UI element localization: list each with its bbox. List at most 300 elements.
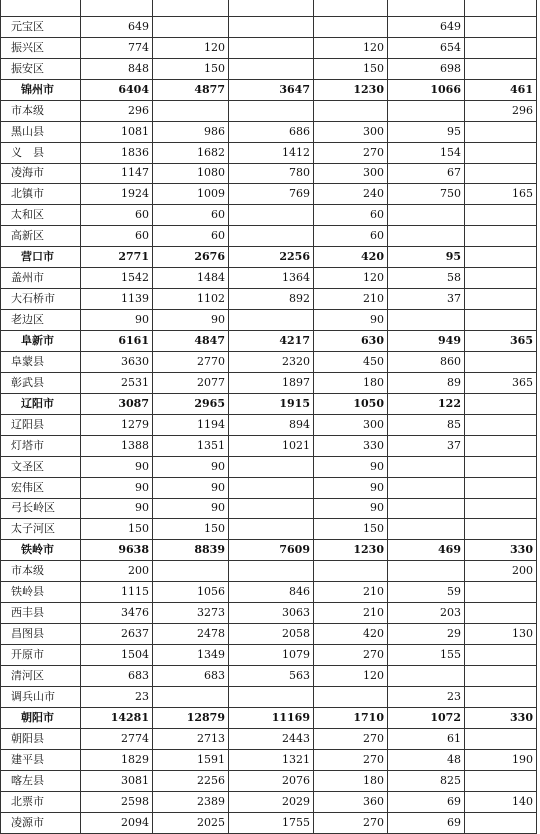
value-cell-c2: 2965 xyxy=(153,393,229,414)
value-cell-c3: 686 xyxy=(229,121,314,142)
value-cell-c6: 296 xyxy=(465,100,537,121)
value-cell-c1: 90 xyxy=(81,456,153,477)
value-cell-c1: 1081 xyxy=(81,121,153,142)
value-cell-c2: 2676 xyxy=(153,247,229,268)
value-cell-c4: 300 xyxy=(314,414,388,435)
table-row xyxy=(1,561,537,582)
value-cell-c2 xyxy=(153,100,229,121)
value-cell-c2: 2077 xyxy=(153,372,229,393)
value-cell-c3 xyxy=(229,205,314,226)
value-cell-c6 xyxy=(465,58,537,79)
value-cell-c2: 4877 xyxy=(153,79,229,100)
table-row xyxy=(1,498,537,519)
value-cell-c3: 3063 xyxy=(229,603,314,624)
value-cell-c5: 949 xyxy=(388,331,465,352)
value-cell-c4: 90 xyxy=(314,477,388,498)
value-cell-c3 xyxy=(229,477,314,498)
value-cell-c3 xyxy=(229,0,314,16)
value-cell-c1: 9638 xyxy=(81,540,153,561)
table-row xyxy=(1,456,537,477)
table-row xyxy=(1,100,537,121)
value-cell-c1: 1279 xyxy=(81,414,153,435)
region-name-cell: 开原市 xyxy=(1,645,81,666)
city-total-row xyxy=(1,540,537,561)
value-cell-c5 xyxy=(388,205,465,226)
value-cell-c1: 2598 xyxy=(81,791,153,812)
value-cell-c4: 420 xyxy=(314,247,388,268)
value-cell-c5 xyxy=(388,477,465,498)
value-cell-c1: 90 xyxy=(81,310,153,331)
value-cell-c5: 154 xyxy=(388,142,465,163)
value-cell-c3: 2320 xyxy=(229,351,314,372)
region-name-cell: 黑山县 xyxy=(1,121,81,142)
region-name-cell: 文圣区 xyxy=(1,456,81,477)
table-row xyxy=(1,666,537,687)
value-cell-c5 xyxy=(388,100,465,121)
value-cell-c2 xyxy=(153,686,229,707)
value-cell-c6 xyxy=(465,16,537,37)
region-name-cell: 西丰县 xyxy=(1,603,81,624)
value-cell-c5: 23 xyxy=(388,686,465,707)
value-cell-c4: 90 xyxy=(314,456,388,477)
region-name-cell: 大石桥市 xyxy=(1,289,81,310)
value-cell-c4: 60 xyxy=(314,226,388,247)
value-cell-c2 xyxy=(153,0,229,16)
value-cell-c4: 450 xyxy=(314,351,388,372)
value-cell-c4 xyxy=(314,16,388,37)
value-cell-c3: 769 xyxy=(229,184,314,205)
value-cell-c3: 2256 xyxy=(229,247,314,268)
value-cell-c1: 2531 xyxy=(81,372,153,393)
value-cell-c4: 60 xyxy=(314,205,388,226)
value-cell-c4: 1230 xyxy=(314,79,388,100)
value-cell-c5: 59 xyxy=(388,582,465,603)
value-cell-c6 xyxy=(465,121,537,142)
value-cell-c5 xyxy=(388,666,465,687)
value-cell-c5: 37 xyxy=(388,435,465,456)
table-row xyxy=(1,435,537,456)
city-total-row xyxy=(1,331,537,352)
region-name-cell: 宏伟区 xyxy=(1,477,81,498)
value-cell-c4: 90 xyxy=(314,498,388,519)
value-cell-c3: 1897 xyxy=(229,372,314,393)
value-cell-c3: 3647 xyxy=(229,79,314,100)
value-cell-c3: 11169 xyxy=(229,707,314,728)
value-cell-c5: 67 xyxy=(388,163,465,184)
value-cell-c5: 122 xyxy=(388,393,465,414)
value-cell-c2: 4847 xyxy=(153,331,229,352)
value-cell-c4: 210 xyxy=(314,603,388,624)
value-cell-c4: 630 xyxy=(314,331,388,352)
value-cell-c6 xyxy=(465,226,537,247)
value-cell-c2: 60 xyxy=(153,205,229,226)
value-cell-c6: 365 xyxy=(465,372,537,393)
value-cell-c6 xyxy=(465,812,537,833)
value-cell-c4: 300 xyxy=(314,163,388,184)
value-cell-c3: 7609 xyxy=(229,540,314,561)
value-cell-c2: 90 xyxy=(153,456,229,477)
value-cell-c2: 986 xyxy=(153,121,229,142)
region-name-cell: 高新区 xyxy=(1,226,81,247)
value-cell-c1: 2094 xyxy=(81,812,153,833)
value-cell-c1: 2771 xyxy=(81,247,153,268)
value-cell-c3 xyxy=(229,686,314,707)
value-cell-c2: 1056 xyxy=(153,582,229,603)
region-name-cell: 元宝区 xyxy=(1,16,81,37)
value-cell-c3: 892 xyxy=(229,289,314,310)
value-cell-c1: 1542 xyxy=(81,268,153,289)
value-cell-c4: 210 xyxy=(314,582,388,603)
value-cell-c2: 2478 xyxy=(153,624,229,645)
table-row xyxy=(1,205,537,226)
value-cell-c2: 2025 xyxy=(153,812,229,833)
region-name-cell xyxy=(1,0,81,16)
table-row xyxy=(1,121,537,142)
value-cell-c1: 14281 xyxy=(81,707,153,728)
value-cell-c3: 2029 xyxy=(229,791,314,812)
value-cell-c6 xyxy=(465,163,537,184)
region-name-cell: 振兴区 xyxy=(1,37,81,58)
value-cell-c2: 1009 xyxy=(153,184,229,205)
table-row xyxy=(1,0,537,16)
value-cell-c5: 85 xyxy=(388,414,465,435)
value-cell-c1: 3087 xyxy=(81,393,153,414)
value-cell-c2 xyxy=(153,561,229,582)
value-cell-c3 xyxy=(229,519,314,540)
value-cell-c4: 240 xyxy=(314,184,388,205)
region-name-cell: 义 县 xyxy=(1,142,81,163)
value-cell-c5: 48 xyxy=(388,749,465,770)
value-cell-c4: 270 xyxy=(314,749,388,770)
region-name-cell: 阜新市 xyxy=(1,331,81,352)
value-cell-c2: 1591 xyxy=(153,749,229,770)
value-cell-c1: 296 xyxy=(81,100,153,121)
value-cell-c4: 120 xyxy=(314,37,388,58)
value-cell-c4 xyxy=(314,561,388,582)
value-cell-c2: 1351 xyxy=(153,435,229,456)
value-cell-c6 xyxy=(465,645,537,666)
value-cell-c3: 846 xyxy=(229,582,314,603)
region-name-cell: 弓长岭区 xyxy=(1,498,81,519)
value-cell-c6 xyxy=(465,456,537,477)
value-cell-c1 xyxy=(81,0,153,16)
value-cell-c4 xyxy=(314,686,388,707)
value-cell-c3: 1755 xyxy=(229,812,314,833)
value-cell-c3: 2443 xyxy=(229,728,314,749)
value-cell-c5 xyxy=(388,561,465,582)
value-cell-c4 xyxy=(314,0,388,16)
value-cell-c6 xyxy=(465,310,537,331)
table-row xyxy=(1,686,537,707)
value-cell-c3 xyxy=(229,498,314,519)
value-cell-c2 xyxy=(153,16,229,37)
region-name-cell: 锦州市 xyxy=(1,79,81,100)
value-cell-c5: 203 xyxy=(388,603,465,624)
table-row xyxy=(1,728,537,749)
value-cell-c5 xyxy=(388,0,465,16)
value-cell-c5: 95 xyxy=(388,247,465,268)
value-cell-c6 xyxy=(465,519,537,540)
value-cell-c2: 90 xyxy=(153,477,229,498)
value-cell-c1: 1139 xyxy=(81,289,153,310)
value-cell-c1: 6404 xyxy=(81,79,153,100)
value-cell-c1: 848 xyxy=(81,58,153,79)
region-name-cell: 营口市 xyxy=(1,247,81,268)
value-cell-c1: 683 xyxy=(81,666,153,687)
value-cell-c5: 698 xyxy=(388,58,465,79)
value-cell-c2: 8839 xyxy=(153,540,229,561)
value-cell-c4: 270 xyxy=(314,142,388,163)
value-cell-c2: 1194 xyxy=(153,414,229,435)
table-row xyxy=(1,351,537,372)
table-row xyxy=(1,770,537,791)
value-cell-c1: 90 xyxy=(81,498,153,519)
value-cell-c6 xyxy=(465,686,537,707)
value-cell-c4: 210 xyxy=(314,289,388,310)
table-row xyxy=(1,791,537,812)
value-cell-c4: 180 xyxy=(314,770,388,791)
value-cell-c1: 6161 xyxy=(81,331,153,352)
region-name-cell: 市本级 xyxy=(1,100,81,121)
value-cell-c2: 1349 xyxy=(153,645,229,666)
city-total-row xyxy=(1,247,537,268)
value-cell-c1: 2774 xyxy=(81,728,153,749)
city-total-row xyxy=(1,393,537,414)
region-name-cell: 喀左县 xyxy=(1,770,81,791)
value-cell-c6 xyxy=(465,142,537,163)
value-cell-c4: 300 xyxy=(314,121,388,142)
value-cell-c1: 1504 xyxy=(81,645,153,666)
value-cell-c6 xyxy=(465,603,537,624)
value-cell-c2: 1080 xyxy=(153,163,229,184)
table-row xyxy=(1,519,537,540)
value-cell-c3: 1079 xyxy=(229,645,314,666)
value-cell-c4: 270 xyxy=(314,645,388,666)
value-cell-c5: 69 xyxy=(388,791,465,812)
value-cell-c4: 180 xyxy=(314,372,388,393)
city-total-row xyxy=(1,707,537,728)
value-cell-c5: 29 xyxy=(388,624,465,645)
region-name-cell: 北票市 xyxy=(1,791,81,812)
value-cell-c5: 37 xyxy=(388,289,465,310)
value-cell-c3 xyxy=(229,310,314,331)
table-row xyxy=(1,184,537,205)
region-name-cell: 昌图县 xyxy=(1,624,81,645)
table-row xyxy=(1,372,537,393)
value-cell-c5: 649 xyxy=(388,16,465,37)
value-cell-c2: 683 xyxy=(153,666,229,687)
value-cell-c4: 270 xyxy=(314,812,388,833)
value-cell-c3: 1364 xyxy=(229,268,314,289)
region-name-cell: 朝阳市 xyxy=(1,707,81,728)
value-cell-c6: 190 xyxy=(465,749,537,770)
value-cell-c2: 2713 xyxy=(153,728,229,749)
region-name-cell: 调兵山市 xyxy=(1,686,81,707)
table-body xyxy=(1,0,537,833)
value-cell-c5 xyxy=(388,226,465,247)
value-cell-c1: 90 xyxy=(81,477,153,498)
value-cell-c3: 2058 xyxy=(229,624,314,645)
value-cell-c5: 654 xyxy=(388,37,465,58)
value-cell-c5: 95 xyxy=(388,121,465,142)
table-row xyxy=(1,226,537,247)
value-cell-c3: 780 xyxy=(229,163,314,184)
value-cell-c1: 150 xyxy=(81,519,153,540)
region-name-cell: 太子河区 xyxy=(1,519,81,540)
value-cell-c1: 60 xyxy=(81,205,153,226)
table-row xyxy=(1,624,537,645)
table-row xyxy=(1,163,537,184)
value-cell-c4: 120 xyxy=(314,268,388,289)
value-cell-c1: 3081 xyxy=(81,770,153,791)
value-cell-c1: 1147 xyxy=(81,163,153,184)
value-cell-c1: 1388 xyxy=(81,435,153,456)
value-cell-c1: 1115 xyxy=(81,582,153,603)
value-cell-c3 xyxy=(229,37,314,58)
table-row xyxy=(1,289,537,310)
value-cell-c5: 1072 xyxy=(388,707,465,728)
value-cell-c6 xyxy=(465,435,537,456)
region-name-cell: 建平县 xyxy=(1,749,81,770)
value-cell-c6 xyxy=(465,666,537,687)
value-cell-c2: 120 xyxy=(153,37,229,58)
value-cell-c6: 140 xyxy=(465,791,537,812)
value-cell-c5 xyxy=(388,498,465,519)
city-total-row xyxy=(1,79,537,100)
region-name-cell: 辽阳县 xyxy=(1,414,81,435)
value-cell-c4: 150 xyxy=(314,519,388,540)
value-cell-c1: 200 xyxy=(81,561,153,582)
value-cell-c4 xyxy=(314,100,388,121)
value-cell-c3: 1021 xyxy=(229,435,314,456)
value-cell-c6 xyxy=(465,37,537,58)
value-cell-c5: 155 xyxy=(388,645,465,666)
value-cell-c1: 3630 xyxy=(81,351,153,372)
value-cell-c6: 200 xyxy=(465,561,537,582)
value-cell-c5: 58 xyxy=(388,268,465,289)
table-row xyxy=(1,603,537,624)
value-cell-c2: 12879 xyxy=(153,707,229,728)
value-cell-c6 xyxy=(465,289,537,310)
value-cell-c6 xyxy=(465,498,537,519)
value-cell-c5: 469 xyxy=(388,540,465,561)
value-cell-c6 xyxy=(465,351,537,372)
value-cell-c6 xyxy=(465,0,537,16)
value-cell-c3: 1412 xyxy=(229,142,314,163)
table-row xyxy=(1,582,537,603)
region-name-cell: 铁岭市 xyxy=(1,540,81,561)
region-name-cell: 老边区 xyxy=(1,310,81,331)
table-row xyxy=(1,414,537,435)
value-cell-c4: 1710 xyxy=(314,707,388,728)
table-row xyxy=(1,37,537,58)
region-name-cell: 北镇市 xyxy=(1,184,81,205)
table-row xyxy=(1,58,537,79)
value-cell-c2: 150 xyxy=(153,519,229,540)
region-name-cell: 盖州市 xyxy=(1,268,81,289)
value-cell-c1: 1836 xyxy=(81,142,153,163)
value-cell-c3 xyxy=(229,58,314,79)
value-cell-c6: 330 xyxy=(465,707,537,728)
table-row xyxy=(1,812,537,833)
value-cell-c4: 1230 xyxy=(314,540,388,561)
value-cell-c3: 1321 xyxy=(229,749,314,770)
value-cell-c3: 894 xyxy=(229,414,314,435)
table-row xyxy=(1,268,537,289)
value-cell-c2: 1484 xyxy=(153,268,229,289)
value-cell-c6 xyxy=(465,770,537,791)
region-name-cell: 清河区 xyxy=(1,666,81,687)
table-row xyxy=(1,645,537,666)
region-name-cell: 彰武县 xyxy=(1,372,81,393)
value-cell-c2: 2389 xyxy=(153,791,229,812)
value-cell-c5: 750 xyxy=(388,184,465,205)
value-cell-c6: 461 xyxy=(465,79,537,100)
value-cell-c6 xyxy=(465,728,537,749)
value-cell-c6: 165 xyxy=(465,184,537,205)
value-cell-c4: 120 xyxy=(314,666,388,687)
value-cell-c5 xyxy=(388,310,465,331)
region-name-cell: 凌源市 xyxy=(1,812,81,833)
region-name-cell: 凌海市 xyxy=(1,163,81,184)
value-cell-c6 xyxy=(465,414,537,435)
value-cell-c5: 69 xyxy=(388,812,465,833)
region-name-cell: 辽阳市 xyxy=(1,393,81,414)
value-cell-c2: 150 xyxy=(153,58,229,79)
value-cell-c4: 150 xyxy=(314,58,388,79)
value-cell-c3 xyxy=(229,561,314,582)
table-row xyxy=(1,477,537,498)
value-cell-c4: 90 xyxy=(314,310,388,331)
region-name-cell: 阜蒙县 xyxy=(1,351,81,372)
value-cell-c3 xyxy=(229,100,314,121)
value-cell-c3: 2076 xyxy=(229,770,314,791)
value-cell-c6: 330 xyxy=(465,540,537,561)
region-name-cell: 市本级 xyxy=(1,561,81,582)
value-cell-c1: 2637 xyxy=(81,624,153,645)
value-cell-c1: 649 xyxy=(81,16,153,37)
table-row xyxy=(1,310,537,331)
table-row xyxy=(1,16,537,37)
value-cell-c2: 3273 xyxy=(153,603,229,624)
value-cell-c2: 1102 xyxy=(153,289,229,310)
value-cell-c3 xyxy=(229,456,314,477)
value-cell-c1: 1924 xyxy=(81,184,153,205)
value-cell-c2: 60 xyxy=(153,226,229,247)
value-cell-c6 xyxy=(465,393,537,414)
value-cell-c4: 1050 xyxy=(314,393,388,414)
table-row xyxy=(1,749,537,770)
value-cell-c6 xyxy=(465,477,537,498)
value-cell-c3: 563 xyxy=(229,666,314,687)
value-cell-c5: 825 xyxy=(388,770,465,791)
value-cell-c5: 89 xyxy=(388,372,465,393)
value-cell-c1: 60 xyxy=(81,226,153,247)
value-cell-c6 xyxy=(465,582,537,603)
value-cell-c5: 61 xyxy=(388,728,465,749)
value-cell-c1: 1829 xyxy=(81,749,153,770)
value-cell-c4: 360 xyxy=(314,791,388,812)
value-cell-c5 xyxy=(388,456,465,477)
region-name-cell: 朝阳县 xyxy=(1,728,81,749)
value-cell-c4: 330 xyxy=(314,435,388,456)
value-cell-c5: 1066 xyxy=(388,79,465,100)
value-cell-c3: 4217 xyxy=(229,331,314,352)
value-cell-c5 xyxy=(388,519,465,540)
region-name-cell: 灯塔市 xyxy=(1,435,81,456)
value-cell-c6 xyxy=(465,205,537,226)
value-cell-c6 xyxy=(465,247,537,268)
